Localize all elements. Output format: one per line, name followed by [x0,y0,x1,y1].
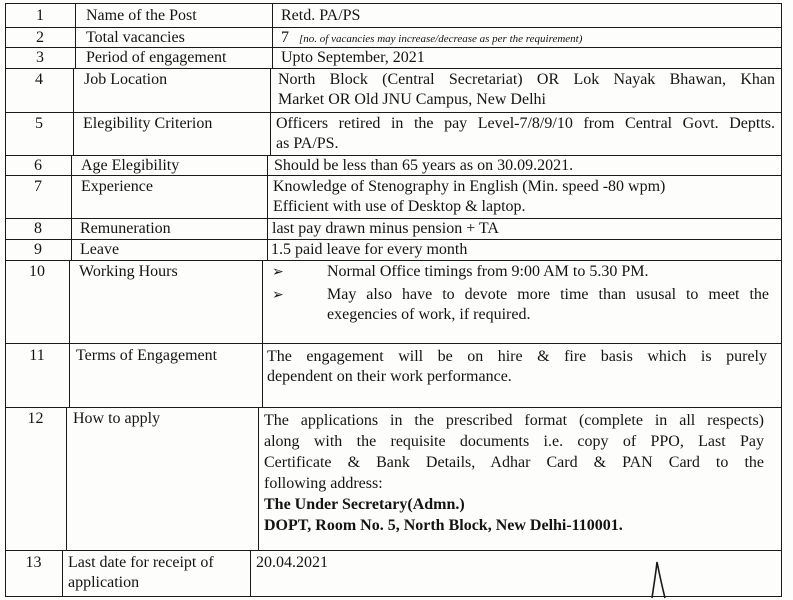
field-label: Working Hours [79,263,178,280]
bullet-text: Normal Office timings from 9:00 AM to 5.30 PM. [327,263,649,280]
row-number: 2 [36,29,44,46]
row-border [5,550,782,551]
field-label: Remuneration [80,220,171,237]
row-border [5,3,782,4]
value-line: Knowledge of Stenography in English (Min. speed -80 wpm) [273,178,666,195]
value-line: Certificate & Bank Details, Adhar Card & PAN Card to the [264,454,764,471]
bullet-text [327,285,769,325]
value-line: dependent on their work performance. [267,368,512,385]
field-label [68,553,214,593]
field-value: last pay drawn minus pension + TA [272,220,499,237]
value-line: The applications in the prescribed format (complete in all respects) [264,412,764,429]
field-value [267,347,767,387]
row-number: 9 [34,241,42,258]
column-separator [250,550,251,597]
field-value [276,114,775,154]
label-line: Last date for receipt of [68,554,214,571]
value-line: Officers retired in the pay Level-7/8/9/10 from Central Govt. Deptts. [276,115,775,132]
row-border [5,343,782,344]
column-separator [267,155,268,260]
row-border [5,407,782,408]
field-value [273,177,665,217]
field-label: Elegibility Criterion [83,115,213,132]
value-line: Market OR Old JNU Campus, New Delhi [278,91,546,108]
row-number: 13 [25,554,42,571]
table-border-right [781,3,782,597]
field-value [281,28,582,49]
column-separator [62,550,63,597]
column-separator [71,155,72,260]
field-label: Total vacancies [86,29,185,46]
field-value [278,70,775,110]
label-line: application [68,574,140,591]
row-number: 1 [36,7,44,24]
vacancy-note: [no. of vacancies may increase/decrease as per the requirement) [299,33,583,45]
bullet-line: May also have to devote more time than ususal to meet the [327,286,769,303]
value-line: The engagement will be on hire & fire basis which is purely [267,348,767,365]
row-border [5,112,782,113]
value-line: Efficient with use of Desktop & laptop. [273,198,526,215]
column-separator [262,260,263,407]
field-label: Terms of Engagement [76,347,218,364]
row-border [5,260,782,261]
vacancy-count: 7 [281,29,289,46]
row-number: 4 [35,71,43,88]
row-number: 3 [36,49,44,66]
arrow-bullet-icon: ➢ [272,265,284,280]
row-number: 12 [27,410,44,427]
column-separator [69,260,70,407]
column-separator [66,407,67,550]
column-separator [258,407,259,550]
field-label: Period of engagement [86,49,227,66]
table-border-left [5,3,6,597]
field-value: 20.04.2021 [256,554,328,571]
column-separator [75,3,76,68]
address-line: The Under Secretary(Admn.) [264,496,465,513]
row-number: 6 [34,157,42,174]
field-value: 1.5 paid leave for every month [271,241,468,258]
field-value: Upto September, 2021 [281,49,425,66]
field-label: Leave [80,241,120,258]
row-number: 7 [34,178,42,195]
value-line: along with the requisite documents i.e. copy of PPO, Last Pay [264,433,764,450]
field-label: How to apply [73,410,161,427]
value-line: as PA/PS. [276,135,339,152]
row-number: 11 [29,347,45,364]
field-value: Retd. PA/PS [281,7,361,24]
row-border [5,68,782,69]
row-number: 5 [35,115,43,132]
field-label: Name of the Post [86,7,197,24]
row-number: 8 [34,220,42,237]
field-label: Job Location [84,71,168,88]
arrow-bullet-icon: ➢ [272,288,284,303]
pen-stroke-mark [648,560,668,600]
field-value [264,410,764,536]
bullet-line: exegencies of work, if required. [327,306,531,323]
row-number: 10 [29,263,45,280]
column-separator [272,3,273,68]
field-label: Experience [81,178,153,195]
value-line: following address: [264,475,383,492]
field-value: Should be less than 65 years as on 30.09.2021. [274,157,574,174]
value-line: North Block (Central Secretariat) OR Lok Nayak Bhawan, Khan [278,71,775,88]
address-line: DOPT, Room No. 5, North Block, New Delhi-110001. [264,517,623,534]
field-label: Age Elegibility [81,157,180,174]
